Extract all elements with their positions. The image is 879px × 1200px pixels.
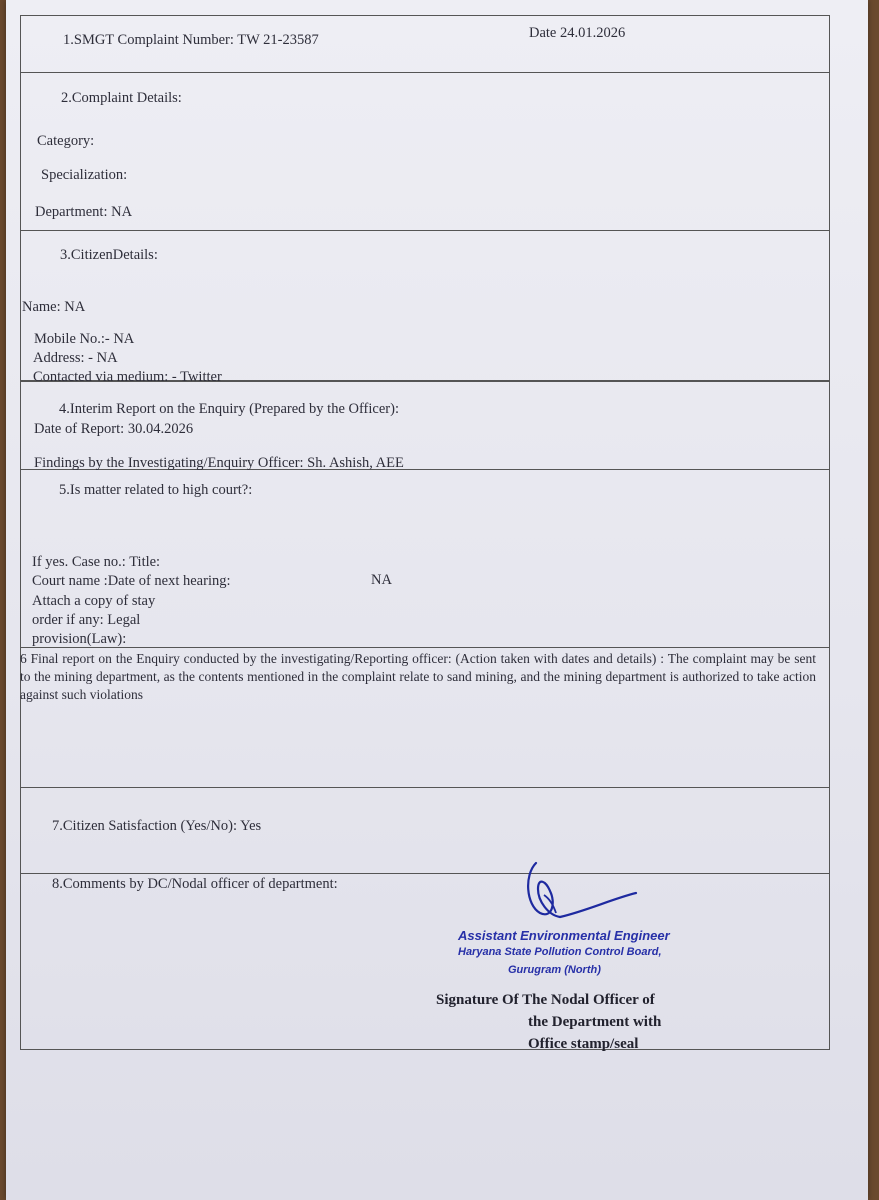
row-divider	[21, 72, 829, 73]
stay-order-line: Attach a copy of stay	[32, 593, 156, 609]
row-divider	[21, 787, 829, 788]
interim-report-heading: 4.Interim Report on the Enquiry (Prepared by the Officer):	[59, 401, 399, 417]
high-court-heading: 5.Is matter related to high court?:	[59, 482, 253, 498]
row-divider	[21, 873, 829, 874]
stamp-organisation: Haryana State Pollution Control Board,	[458, 946, 662, 958]
case-number-line: If yes. Case no.: Title:	[32, 554, 161, 570]
findings-officer: Findings by the Investigating/Enquiry Officer: Sh. Ashish, AEE	[34, 455, 404, 471]
date-of-report: Date of Report: 30.04.2026	[34, 421, 194, 437]
department-label: Department: NA	[35, 204, 133, 220]
comments-heading: 8.Comments by DC/Nodal officer of department:	[52, 876, 338, 892]
stamp-designation: Assistant Environmental Engineer	[458, 928, 670, 943]
citizen-name: Name: NA	[22, 299, 86, 315]
complaint-details-heading: 2.Complaint Details:	[61, 90, 182, 106]
document-page	[6, 0, 868, 1200]
signature-caption-line1: Signature Of The Nodal Officer of	[436, 992, 655, 1008]
row-divider	[21, 230, 829, 231]
signature-caption-line3: Office stamp/seal	[528, 1036, 639, 1052]
final-report-text: 6 Final report on the Enquiry conducted by the investigating/Reporting officer: (Action taken with dates and details) : The complaint may be sent to the mining department, as the contents mentioned in the complaint relate to sand mining, and the mining department is authorized to take action against such violations	[20, 651, 816, 702]
row-divider	[21, 647, 829, 648]
complaint-form	[20, 15, 830, 1050]
citizen-address: Address: - NA	[33, 350, 118, 366]
citizen-details-heading: 3.CitizenDetails:	[60, 247, 158, 263]
contact-medium: Contacted via medium: - Twitter	[33, 369, 222, 385]
citizen-mobile: Mobile No.:- NA	[34, 331, 135, 347]
complaint-date: Date 24.01.2026	[529, 25, 626, 41]
stay-order-line: order if any: Legal	[32, 612, 141, 628]
legal-provision-line: provision(Law):	[32, 631, 127, 647]
citizen-satisfaction: 7.Citizen Satisfaction (Yes/No): Yes	[52, 818, 262, 834]
stamp-location: Gurugram (North)	[508, 964, 601, 976]
handwritten-signature	[516, 855, 656, 935]
court-name-line: Court name :Date of next hearing:	[32, 573, 231, 589]
specialization-label: Specialization:	[41, 167, 128, 183]
signature-caption-line2: the Department with	[528, 1014, 662, 1030]
high-court-value: NA	[371, 572, 392, 588]
category-label: Category:	[37, 133, 95, 149]
complaint-number: 1.SMGT Complaint Number: TW 21-23587	[63, 32, 319, 48]
